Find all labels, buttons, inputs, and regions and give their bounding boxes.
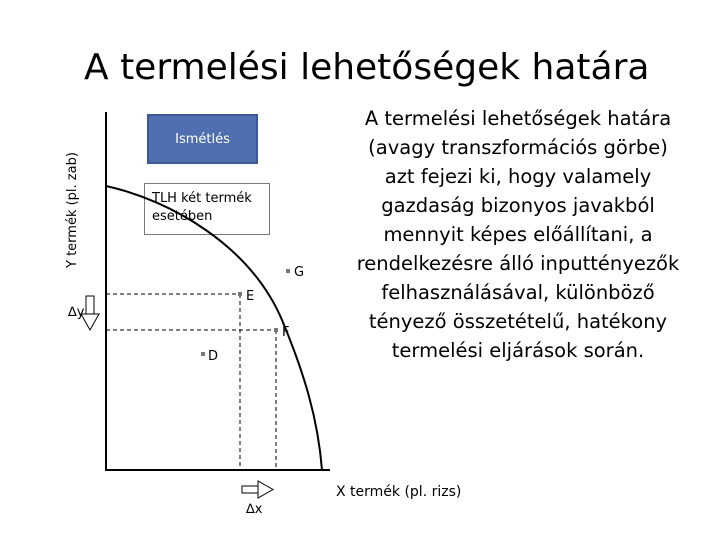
- description-text: [318, 104, 718, 365]
- point-g: [286, 265, 304, 280]
- description-line: rendelkezésre álló inputtényezők: [356, 252, 680, 275]
- description-line: (avagy transzformációs görbe): [368, 136, 668, 159]
- delta-y-label: ∆y: [68, 305, 85, 320]
- ismetles-button-label: Ismétlés: [175, 131, 230, 147]
- description-line: azt fejezi ki, hogy valamely: [384, 165, 652, 188]
- ppf-curve: [106, 186, 322, 470]
- delta-x-arrow: [242, 481, 273, 498]
- description-line: mennyit képes előállítani, a: [383, 223, 653, 246]
- description-line: felhasználásával, különböző: [381, 281, 655, 304]
- y-axis-label: Y termék (pl. zab): [65, 152, 80, 268]
- description-line: A termelési lehetőségek határa: [364, 107, 672, 130]
- point-d: [201, 349, 218, 364]
- point-g-label: G: [294, 265, 305, 280]
- description-line: tényező összetételű, hatékony: [368, 310, 668, 333]
- tlh-info-box: TLH két termék esetében: [144, 183, 270, 235]
- dashed-guides: [106, 294, 276, 470]
- description-line: termelési eljárások során.: [391, 339, 645, 362]
- slide-title: A termelési lehetőségek határa: [84, 47, 650, 88]
- delta-x-label: ∆x: [246, 502, 263, 517]
- description-line: gazdaság bizonyos javakból: [381, 194, 655, 217]
- point-e-label: E: [246, 289, 255, 304]
- x-axis-label: X termék (pl. rizs): [336, 484, 462, 500]
- point-d-label: D: [208, 349, 219, 364]
- point-f-label: F: [282, 325, 290, 340]
